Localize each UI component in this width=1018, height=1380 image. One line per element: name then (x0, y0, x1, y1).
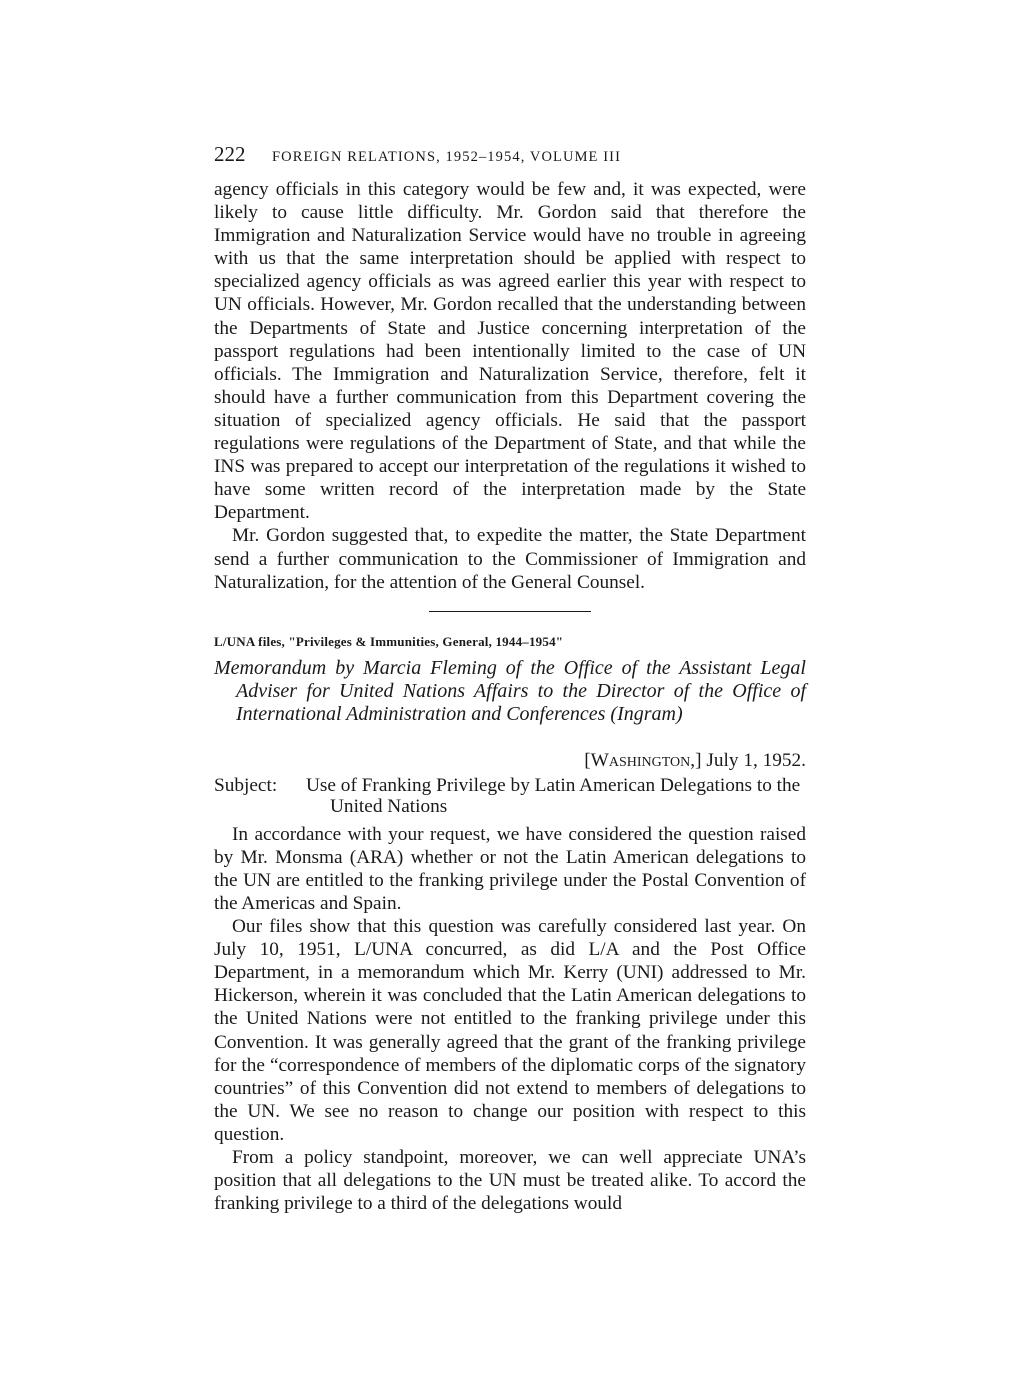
section-divider (429, 611, 591, 612)
dateline-date: July 1, 1952. (706, 749, 806, 771)
memo-paragraph-3: From a policy standpoint, moreover, we can well appreciate UNA’s position that all delegations to the UN must be treated alike. To accord the franking privilege to a third of the delegations would (214, 1147, 806, 1215)
running-head (214, 142, 806, 178)
memo-paragraph-2: Our files show that this question was carefully considered last year. On July 10, 1951, L/UNA concurred, as did L/A and the Post Office Department, in a memorandum which Mr. Kerry (UNI) addressed to Mr. Hickerson, wherein it was concluded that the Latin American delegations to the United Nations were not entitled to the franking privilege under this Convention. It was generally agreed that the grant of the franking privilege for the “correspondence of members of the diplomatic corps of the signatory countries” of this Convention did not extend to members of delegations to the UN. We see no reason to change our position with respect to this question. (214, 916, 806, 1145)
running-title: FOREIGN RELATIONS, 1952–1954, VOLUME III (272, 149, 622, 165)
subject-line (214, 775, 806, 817)
dateline (214, 749, 806, 772)
subject-text: Use of Franking Privilege by Latin American Delegations to the United Nations (306, 774, 801, 817)
document-heading: Memorandum by Marcia Fleming of the Office of the Assistant Legal Adviser for United Nations Affairs to the Director of the Office of International Administration and Conferences (Ingram) (214, 656, 806, 725)
continuation-paragraph-2: Mr. Gordon suggested that, to expedite the matter, the State Department send a further communication to the Commissioner of Immigration and Naturalization, for the attention of the General Counsel. (214, 525, 806, 593)
document-source: L/UNA files, "Privileges & Immunities, General, 1944–1954" (214, 633, 564, 649)
page-number: 222 (214, 142, 246, 166)
continuation-paragraph: agency officials in this category would be few and, it was expected, were likely to cause little difficulty. Mr. Gordon said that therefore the Immigration and Naturalization Service would have no trouble in agreeing with us that the same interpretation should be applied with respect to specialized agency officials as was agreed earlier this year with respect to UN officials. However, Mr. Gordon recalled that the understanding between the Departments of State and Justice concerning interpretation of the passport regulations had been intentionally limited to the case of UN officials. The Immigration and Naturalization Service, therefore, felt it should have a further communication from this Department covering the situation of specialized agency officials. He said that the passport regulations were regulations of the Department of State, and that while the INS was prepared to accept our interpretation of the regulations it wished to have some written record of the interpretation made by the State Department. (214, 179, 806, 524)
subject-label: Subject: (214, 774, 278, 796)
document-page (214, 142, 806, 1215)
dateline-place: [Washington,] (584, 749, 702, 771)
memo-paragraph-1: In accordance with your request, we have considered the question raised by Mr. Monsma (ARA) whether or not the Latin American delegations to the UN are entitled to the franking privilege under the Postal Convention of the Americas and Spain. (214, 823, 806, 914)
